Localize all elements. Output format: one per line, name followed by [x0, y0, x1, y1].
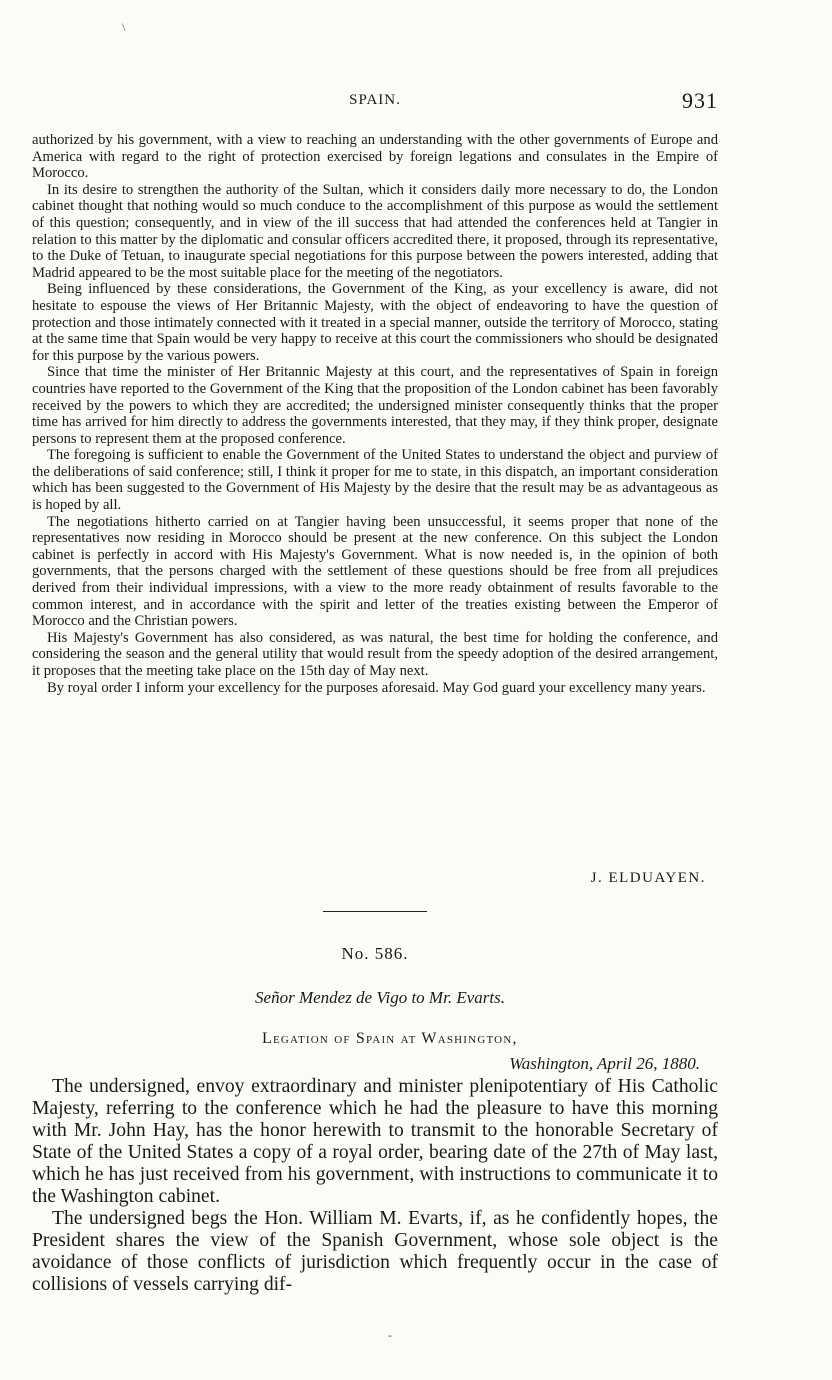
section-divider	[323, 911, 427, 912]
page-header	[32, 88, 718, 118]
document-title: Señor Mendez de Vigo to Mr. Evarts.	[255, 988, 505, 1007]
running-head: SPAIN.	[349, 92, 401, 108]
second-document-body	[32, 1076, 718, 1296]
stray-mark: \	[122, 20, 126, 34]
document-number: No. 586.	[341, 944, 409, 963]
paragraph: authorized by his government, with a view to reaching an understanding with the other governments of Europe and America with regard to the right of protection exercised by foreign legations and consulates in the Empire of Morocco.	[32, 132, 718, 182]
first-document-body	[32, 132, 718, 696]
paragraph: Since that time the minister of Her Britannic Majesty at this court, and the representatives of Spain in foreign countries have reported to the Government of the King that the proposition of the London cabinet has been favorably received by the powers to which they are accredited; the undersigned minister consequently thinks that the proper time has arrived for him directly to address the governments interested, that they may, if they think proper, designate persons to represent them at the proposed conference.	[32, 364, 718, 447]
stray-mark: -	[388, 1328, 392, 1342]
paragraph: In its desire to strengthen the authority of the Sultan, which it considers daily more necessary to do, the London cabinet thought that nothing would so much conduce to the accomplishment of this purpose as would the settlement of this question; consequently, and in view of the ill success that had attended the conferences held at Tangier in relation to this matter by the diplomatic and consular officers accredited there, it proposed, through its representative, to the Duke of Tetuan, to inaugurate special negotiations for this purpose between the powers interested, adding that Madrid appeared to be the most suitable place for the meeting of the negotiators.	[32, 181, 718, 281]
place-and-date: Washington, April 26, 1880.	[509, 1054, 700, 1073]
paragraph: By royal order I inform your excellency for the purposes aforesaid. May God guard your excellency many years.	[47, 679, 706, 696]
page-number: 931	[682, 88, 718, 113]
paragraph: The foregoing is sufficient to enable the Government of the United States to understand the object and purview of the deliberations of said conference; still, I think it proper for me to state, in this dispatch, an important consideration which has been suggested to the Government of His Majesty by the desire that the result may be as advantageous as is hoped by all.	[32, 447, 718, 514]
paragraph: Being influenced by these considerations, the Government of the King, as your excellency is aware, did not hesitate to espouse the views of Her Britannic Majesty, with the object of endeavoring to have the question of protection and those intimately connected with it treated in a special manner, outside the territory of Morocco, stating at the same time that Spain would be very happy to receive at this court the commissioners who should be designated for this purpose by the various powers.	[32, 281, 718, 364]
paragraph: His Majesty's Government has also considered, as was natural, the best time for holding the conference, and considering the season and the general utility that would result from the speedy adoption of the desired arrangement, it proposes that the meeting take place on the 15th day of May next.	[32, 629, 718, 679]
paragraph: The negotiations hitherto carried on at Tangier having been unsuccessful, it seems proper that none of the representatives now residing in Morocco should be present at the new conference. On this subject the London cabinet is perfectly in accord with His Majesty's Government. What is now needed is, in the opinion of both governments, that the persons charged with the settlement of these questions should be free from all prejudices derived from their individual impressions, with a view to the more ready obtainment of results favorable to the common interest, and in accordance with the spirit and letter of the treaties existing between the Emperor of Morocco and the Christian powers.	[32, 513, 718, 630]
paragraph: The undersigned begs the Hon. William M. Evarts, if, as he confidently hopes, the President shares the view of the Spanish Government, whose sole object is the avoidance of those conflicts of jurisdiction which frequently occur in the case of collisions of vessels carrying dif-	[32, 1208, 718, 1295]
signature: J. ELDUAYEN.	[590, 870, 706, 886]
legation-heading: Legation of Spain at Washington,	[262, 1030, 518, 1047]
paragraph: The undersigned, envoy extraordinary and minister plenipotentiary of His Catholic Majesty, referring to the conference which he had the pleasure to have this morning with Mr. John Hay, has the honor herewith to transmit to the honorable Secretary of State of the United States a copy of a royal order, bearing date of the 27th of May last, which he has just received from his government, with instructions to communicate it to the Washington cabinet.	[32, 1076, 718, 1207]
